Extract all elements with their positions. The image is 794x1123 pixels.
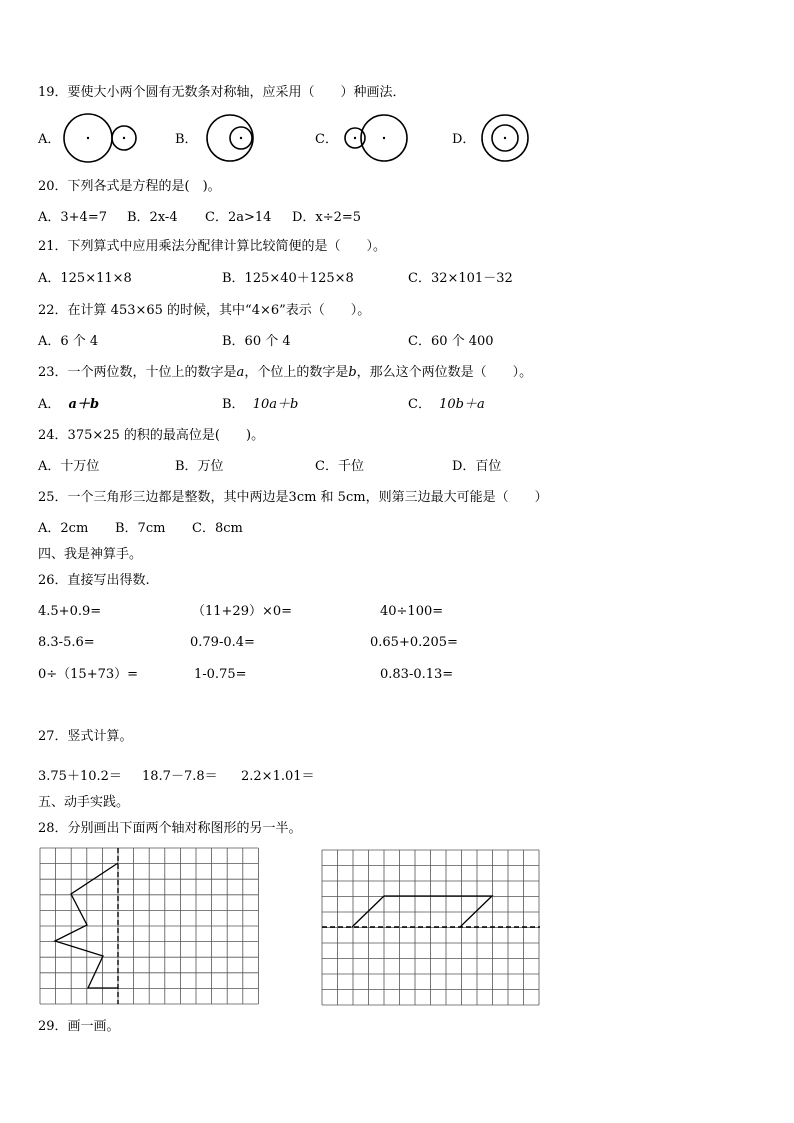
question-19-stem: 19．要使大小两个圆有无数条对称轴，应采用（ ）种画法． [38, 85, 406, 100]
question-24-stem: 24．375×25 的积的最高位是( )。 [38, 428, 265, 443]
q25-option-a: A．2cm [38, 521, 89, 536]
q24-option-a: A．十万位 [38, 459, 100, 474]
section-4-heading: 四、我是神算手。 [38, 547, 143, 562]
q23-option-a [38, 398, 99, 411]
half-shape-right [352, 896, 492, 927]
q22-option-a: A．6 个 4 [38, 334, 99, 349]
q26-item: 40÷100= [380, 604, 444, 619]
q19-option-c-label: C． [315, 132, 338, 147]
q23-stem-part2: ，个位上的数字是 [244, 365, 349, 380]
q23-option-a-label: A． [38, 397, 61, 412]
q26-item: 1-0.75= [194, 667, 247, 682]
q23-option-c-expr: 10b＋a [439, 397, 485, 412]
q19-option-a-label: A． [38, 132, 61, 147]
section-5-heading: 五、动手实践。 [38, 795, 130, 810]
q24-option-b: B．万位 [175, 459, 224, 474]
q23-option-c [408, 398, 485, 411]
question-23-stem [38, 366, 532, 379]
q23-stem-part1: 23．一个两位数，十位上的数字是 [38, 365, 237, 380]
question-21-stem: 21．下列算式中应用乘法分配律计算比较简便的是（ ）。 [38, 239, 387, 254]
q26-item: 0.79-0.4= [190, 635, 255, 650]
q19-option-d-label: D． [452, 132, 476, 147]
q27-item: 3.75＋10.2＝ [38, 769, 122, 784]
q24-option-c: C．千位 [315, 459, 364, 474]
q26-item: 0.65+0.205= [370, 635, 458, 650]
q19-option-d-figure [480, 112, 532, 164]
q27-item: 18.7－7.8＝ [142, 769, 218, 784]
q20-option-a: A．3+4=7 [38, 210, 107, 225]
question-26-stem: 26．直接写出得数. [38, 573, 150, 588]
q21-option-a: A．125×11×8 [38, 271, 132, 286]
q22-option-c: C．60 个 400 [408, 334, 494, 349]
question-28-stem: 28．分别画出下面两个轴对称图形的另一半。 [38, 821, 302, 836]
q27-item: 2.2×1.01＝ [241, 769, 315, 784]
question-29-stem: 29．画一画。 [38, 1019, 120, 1034]
question-22-stem: 22．在计算 453×65 的时候，其中“4×6”表示（ ）。 [38, 303, 371, 318]
q21-option-c: C．32×101－32 [408, 271, 513, 286]
q22-option-b: B．60 个 4 [222, 334, 291, 349]
q25-option-b: B．7cm [115, 521, 166, 536]
question-20-stem: 20．下列各式是方程的是( )。 [38, 179, 221, 194]
q26-item: 4.5+0.9= [38, 604, 102, 619]
q26-item: 8.3-5.6= [38, 635, 95, 650]
q23-stem-part3: ，那么这个两位数是（ ）。 [356, 365, 533, 380]
q20-option-d: D．x÷2=5 [292, 210, 362, 225]
q23-option-a-expr: a＋b [68, 397, 100, 412]
q28-grid-right [322, 850, 540, 1005]
q28-grid-left [40, 848, 260, 1004]
q19-option-b-label: B． [175, 132, 198, 147]
q23-option-b-expr: 10a＋b [252, 397, 299, 412]
q23-var-b: b [348, 365, 357, 380]
q21-option-b: B．125×40＋125×8 [222, 271, 354, 286]
q25-option-c: C．8cm [192, 521, 243, 536]
q26-item: 0÷（15+73）= [38, 667, 139, 682]
q26-item: 0.83-0.13= [380, 667, 454, 682]
q20-option-c: C．2a>14 [205, 210, 272, 225]
q23-option-c-label: C． [408, 397, 431, 412]
q19-option-c-figure [342, 112, 412, 164]
q19-option-a-figure [60, 112, 140, 164]
question-27-stem: 27．竖式计算。 [38, 729, 133, 744]
q23-var-a: a [236, 365, 245, 380]
q20-option-b: B．2x-4 [127, 210, 178, 225]
q24-option-d: D．百位 [452, 459, 502, 474]
question-25-stem: 25．一个三角形三边都是整数，其中两边是3cm 和 5cm，则第三边最大可能是（ ） [38, 490, 548, 505]
q23-option-b-label: B． [222, 397, 245, 412]
q26-item: （11+29）×0= [192, 604, 293, 619]
q19-option-b-figure [204, 112, 260, 164]
q23-option-b [222, 398, 298, 411]
